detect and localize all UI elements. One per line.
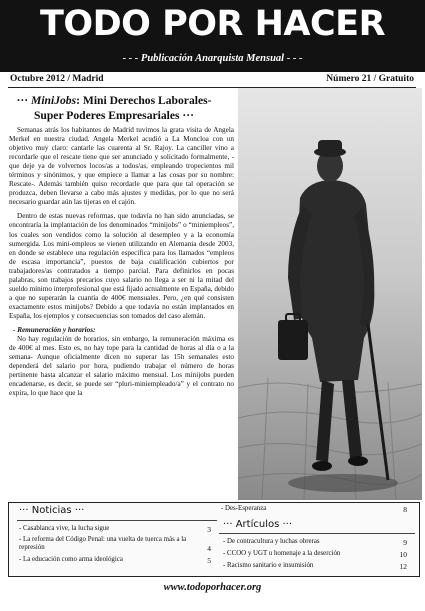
- contents-page: 9: [403, 538, 407, 547]
- issue-dateline: [8, 72, 416, 87]
- contents-item[interactable]: - Casablanca vive, la lucha sigue: [19, 525, 110, 532]
- contents-item[interactable]: - CCOO y UGT u homenaje a la deserción: [223, 550, 341, 557]
- paragraph-3: No hay regulación de horarios, sin embargo, la remuneración máxima es de 400€ al mes. Esto es, no hay tope para la cantidad de horas al día o a la semana- Aunque oficialmente dicen no superar las 15h semanales esto dependerá del salario por hora, pudiendo trabajar el número de horas pertinente hasta alcanzar el salario máximo mensual. Los minijobs pueden encadenarse, es decir, se puede ser “pluri-miniempleado/a” y el contrato no expira, lo que hace que la: [9, 335, 234, 398]
- contents-page: 10: [399, 550, 407, 559]
- headline-emphasis: MiniJobs: [31, 94, 77, 107]
- contents-page: 5: [207, 556, 211, 565]
- masthead-subtitle: - - - Publicación Anarquista Mensual - - -: [122, 53, 303, 64]
- article-headline: [14, 93, 214, 123]
- contents-item[interactable]: - La educación como arma ideológica: [19, 556, 123, 563]
- footer-url[interactable]: www.todoporhacer.org: [163, 582, 262, 593]
- paragraph-2: Dentro de estas nuevas reformas, que todavía no han sido anunciadas, se encontraría la implantación de los denominados “minijobs” o “miniempleos”, los cuales son vendidos como la solución al desempleo y a la economía sumergida. Los mini-empleos se vienen utilizando en Alemania desde 2003, en donde se establece una regulación específica para los llamados “empleos de escasa importancia”, puestos de baja cualificación cubiertos por trabajadores/as contratados a tiempo parcial. Para definirlos en pocas palabras, son trabajos precarios cuyo salario no llega a ser ni la mitad del sueldo mínimo interprofesional que está fijado actualmente en España, debido a que no superarán la cuantía de 400€ mensuales. Pero, ¿en qué consisten exactamente estos minijobs? Debido a que todavía no están implantados en España, los ejemplos y consecuencias son tomados del caso alemán.: [9, 212, 234, 320]
- masthead-title: TODO POR HACER: [39, 4, 386, 44]
- contents-page: 3: [207, 525, 211, 534]
- article-photo: [238, 88, 422, 500]
- contents-box: [8, 502, 420, 577]
- contents-page: 12: [399, 562, 407, 571]
- articulos-heading: ··· Artículos ···: [223, 519, 293, 530]
- masthead: [0, 0, 425, 72]
- contents-item[interactable]: - Des-Esperanza: [221, 505, 267, 512]
- contents-page: 8: [403, 505, 407, 514]
- headline-line2: Super Poderes Empresariales ···: [33, 109, 195, 122]
- articulos-rule: [219, 533, 415, 534]
- article-body: [9, 126, 234, 398]
- issue-number: Número 21 / Gratuito: [326, 74, 414, 84]
- paragraph-1: Semanas atrás los habitantes de Madrid tuvimos la grata visita de Angela Merkel en nuestra ciudad. Angela Merkel acudió a La Moncloa con un objetivo muy claro: cantarle las cuarenta al Sr. Rajoy. La canciller vino a recordarle que el rescate tiene que ser anunciado y solicitado formalmente, -que deje ya de volvernos locos/as a todos/as, empleando tropecientos mil términos y sinónimos, y que empiece a llamar a las cosas por su nombre: Rescate-. Además también quiso recordarle que para que tal operación se produzca, deben llevarse a cabo más ajustes y medidas, por lo que no será necesario guardar aún las tijeras en el cajón.: [9, 126, 234, 207]
- headline-prefix: ···: [16, 94, 32, 107]
- contents-item[interactable]: - La reforma del Código Penal: una vuelta de tuerca más a la represión: [19, 536, 187, 551]
- noticias-rule: [17, 520, 217, 521]
- subheading: - Remuneración y horarios:: [13, 325, 96, 334]
- issue-date: Octubre 2012 / Madrid: [10, 74, 104, 84]
- contents-item[interactable]: - De contracultura y luchas obreras: [223, 538, 320, 545]
- contents-item[interactable]: - Racismo sanitario e insumisión: [223, 562, 314, 569]
- noticias-heading: ··· Noticias ···: [19, 505, 85, 516]
- contents-page: 4: [207, 544, 211, 553]
- headline-rest: : Mini Derechos Laborales-: [76, 94, 212, 107]
